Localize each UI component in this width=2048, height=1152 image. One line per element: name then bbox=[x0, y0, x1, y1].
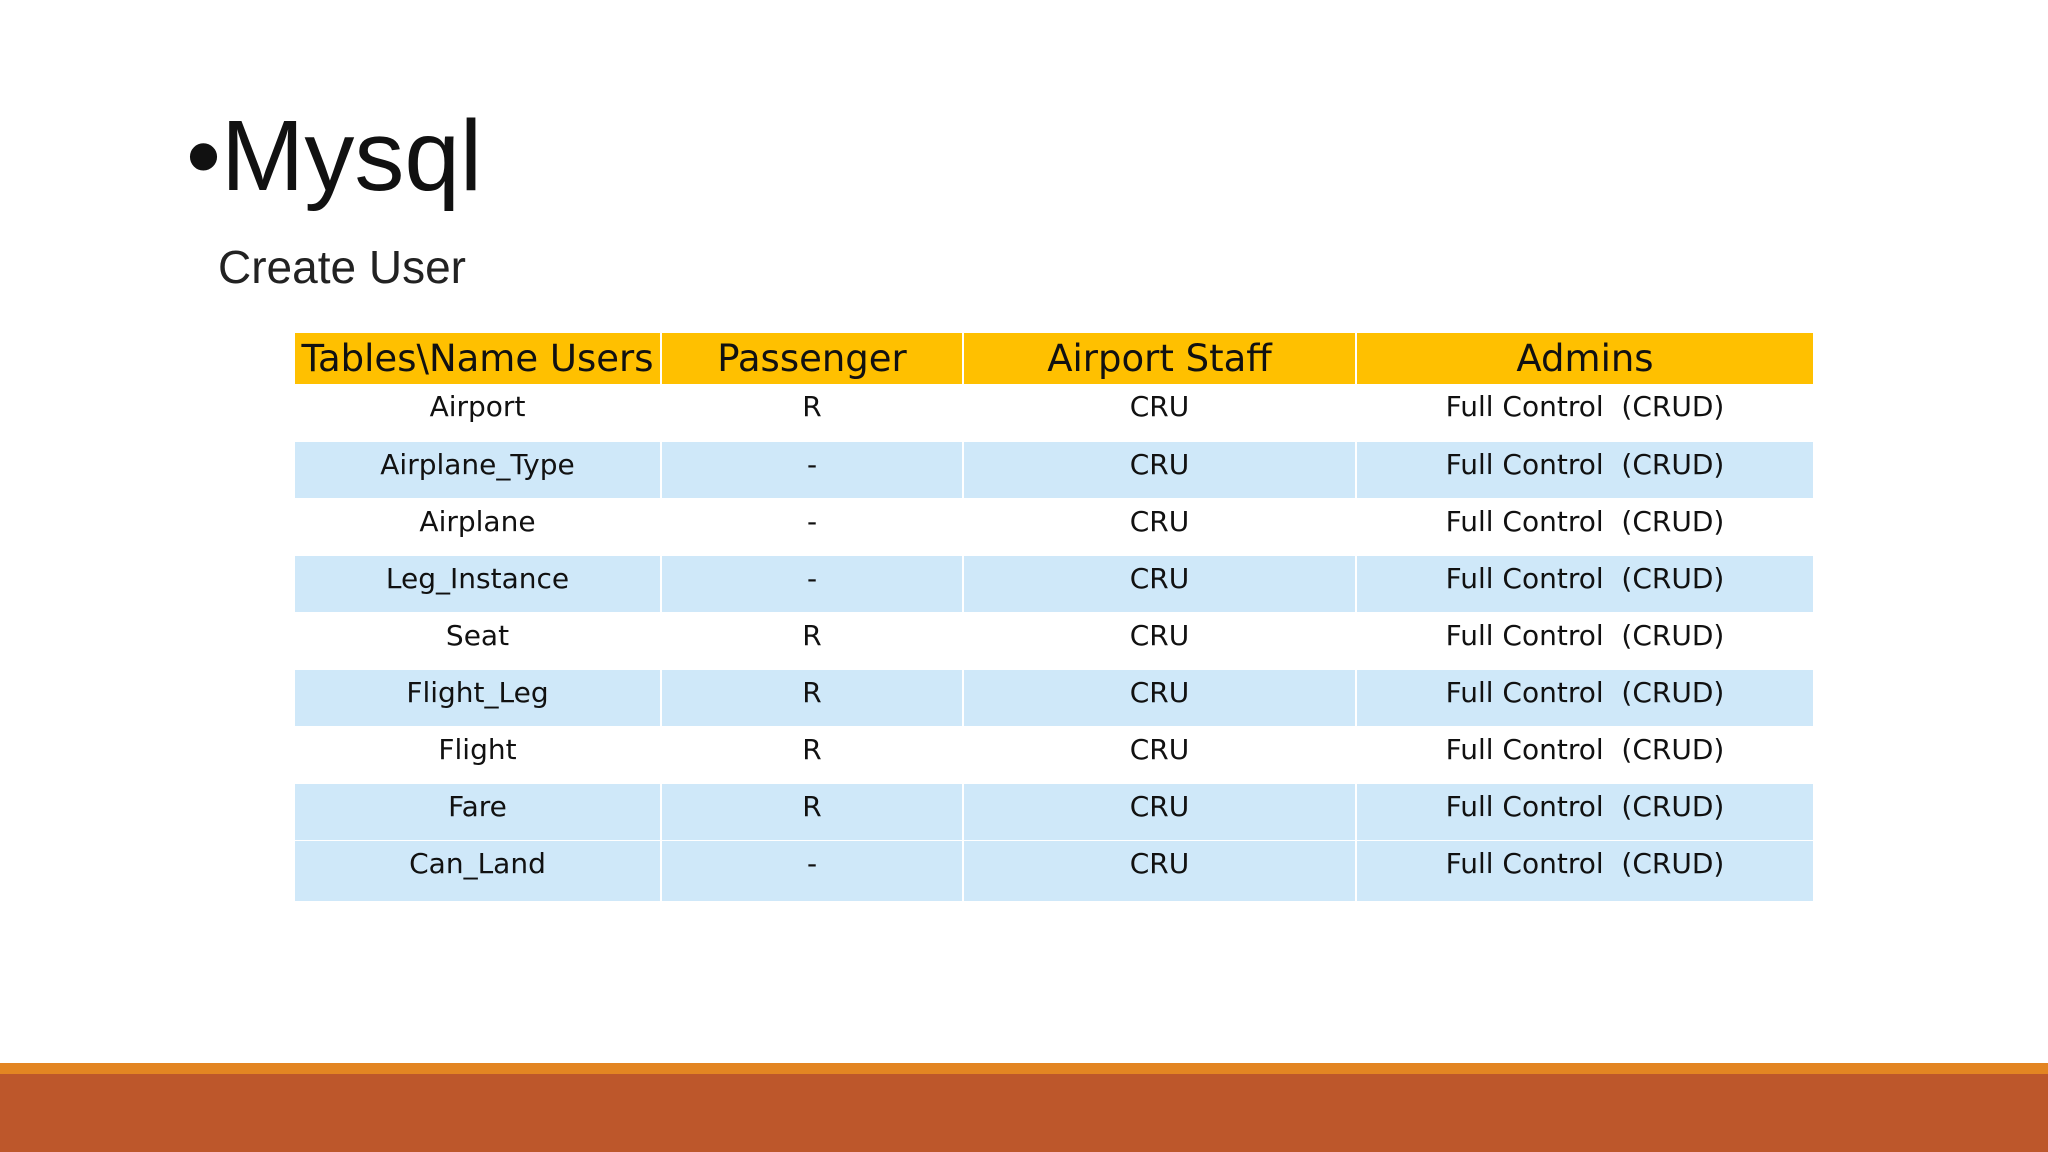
permissions-table-container bbox=[295, 333, 1813, 902]
cell-airport-staff: CRU bbox=[963, 441, 1356, 498]
cell-admins: Full Control (CRUD) bbox=[1356, 441, 1813, 498]
cell-passenger: - bbox=[661, 840, 963, 901]
cell-admins: Full Control (CRUD) bbox=[1356, 669, 1813, 726]
cell-airport-staff: CRU bbox=[963, 783, 1356, 840]
cell-table-name: Seat bbox=[295, 612, 661, 669]
table-row bbox=[295, 726, 1813, 783]
cell-admins: Full Control (CRUD) bbox=[1356, 555, 1813, 612]
cell-airport-staff: CRU bbox=[963, 612, 1356, 669]
table-header-row bbox=[295, 333, 1813, 384]
cell-airport-staff: CRU bbox=[963, 669, 1356, 726]
footer-accent-bar bbox=[0, 1063, 2048, 1074]
cell-admins: Full Control (CRUD) bbox=[1445, 504, 1725, 538]
cell-admins: Full Control (CRUD) bbox=[1445, 618, 1725, 652]
table-row bbox=[295, 498, 1813, 555]
cell-airport-staff: CRU bbox=[963, 384, 1356, 441]
header-passenger: Passenger bbox=[661, 333, 963, 384]
title-text: Mysql bbox=[221, 100, 483, 212]
cell-passenger: R bbox=[661, 384, 963, 441]
table-row bbox=[295, 441, 1813, 498]
cell-airport-staff: CRU bbox=[963, 840, 1356, 901]
cell-admins: Full Control (CRUD) bbox=[1356, 783, 1813, 840]
cell-passenger: R bbox=[661, 783, 963, 840]
cell-table-name: Leg_Instance bbox=[295, 555, 661, 612]
cell-passenger: R bbox=[661, 612, 963, 669]
cell-admins: Full Control (CRUD) bbox=[1445, 390, 1725, 423]
table-row bbox=[295, 612, 1813, 669]
cell-airport-staff: CRU bbox=[963, 555, 1356, 612]
cell-passenger: - bbox=[661, 555, 963, 612]
table-row bbox=[295, 669, 1813, 726]
cell-passenger: - bbox=[661, 498, 963, 555]
cell-airport-staff: CRU bbox=[963, 726, 1356, 783]
cell-table-name: Airplane bbox=[295, 498, 661, 555]
footer-bar bbox=[0, 1074, 2048, 1152]
permissions-table bbox=[295, 333, 1813, 902]
slide-title bbox=[186, 96, 482, 216]
cell-table-name: Flight_Leg bbox=[295, 669, 661, 726]
header-airport-staff: Airport Staff bbox=[963, 333, 1356, 384]
cell-passenger: R bbox=[661, 669, 963, 726]
cell-table-name: Airport bbox=[295, 384, 661, 441]
table-row bbox=[295, 555, 1813, 612]
cell-airport-staff: CRU bbox=[963, 498, 1356, 555]
cell-admins: Full Control (CRUD) bbox=[1356, 840, 1813, 901]
cell-passenger: R bbox=[661, 726, 963, 783]
header-tables: Tables\Name Users bbox=[295, 333, 661, 384]
cell-passenger: - bbox=[661, 441, 963, 498]
cell-table-name: Flight bbox=[295, 726, 661, 783]
cell-table-name: Airplane_Type bbox=[295, 441, 661, 498]
slide-subtitle: Create User bbox=[218, 241, 466, 293]
table-row bbox=[295, 384, 1813, 441]
bullet-icon: • bbox=[186, 100, 222, 212]
table-row bbox=[295, 840, 1813, 901]
cell-table-name: Can_Land bbox=[295, 840, 661, 901]
header-admins: Admins bbox=[1356, 333, 1813, 384]
table-row bbox=[295, 783, 1813, 840]
cell-table-name: Fare bbox=[295, 783, 661, 840]
cell-admins: Full Control (CRUD) bbox=[1445, 732, 1725, 766]
